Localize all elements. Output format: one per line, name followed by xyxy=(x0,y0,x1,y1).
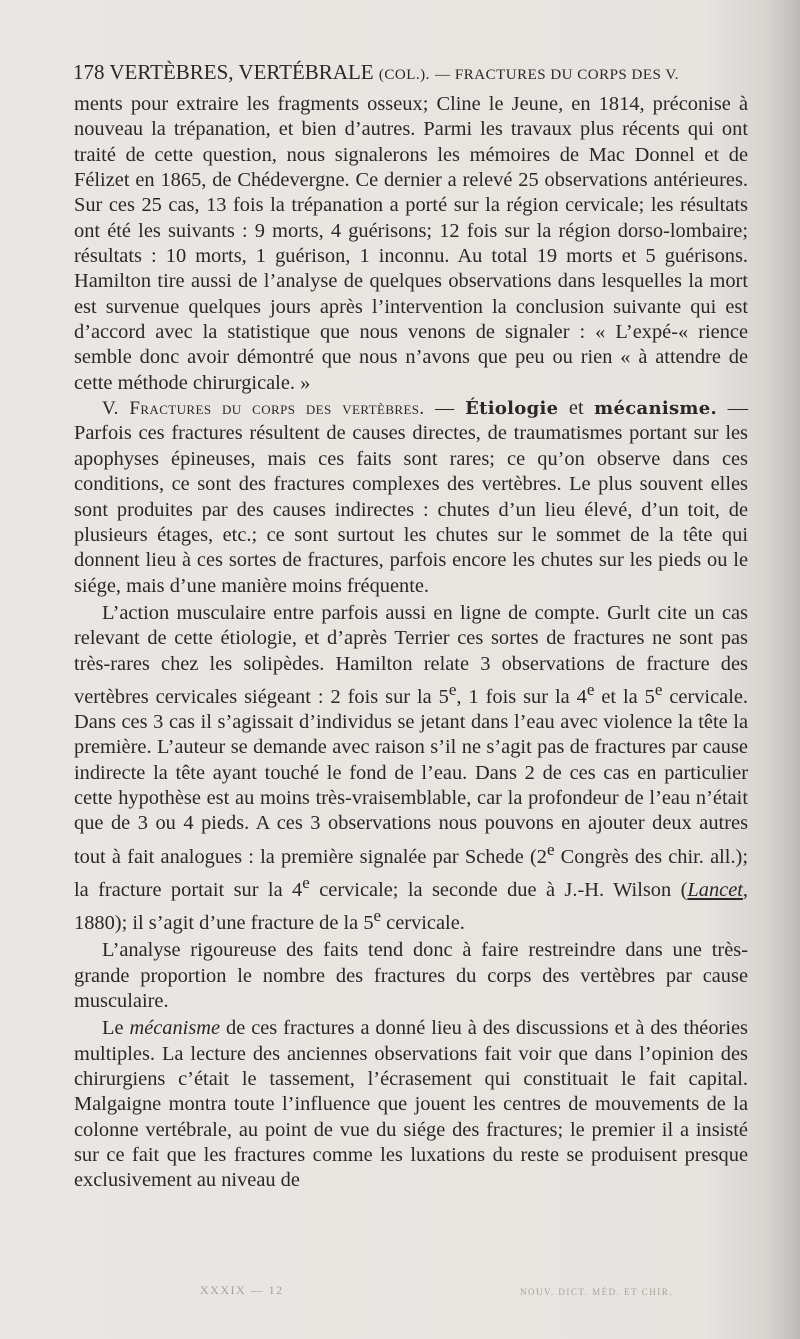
paragraph-mecanisme xyxy=(74,1016,748,1193)
emphasis-mecanisme: mécanisme xyxy=(129,1017,221,1040)
paragraph-action-musculaire xyxy=(74,601,748,936)
text-run: et la 5 xyxy=(594,685,655,708)
paragraph-analyse: L’analyse rigoureuse des faits tend donc à faire restreindre dans une très-grande proportion le nombre des fractures du corps des vertèbres par cause musculaire. xyxy=(74,939,748,1012)
section-text: — Parfois ces fractures résultent de causes directes, de traumatismes portant sur les apophyses épineuses, mais ces faits sont rares; ce qu’on observe dans ces conditions, ce sont des fractures complexes des vertèbres. Le plus souvent elles sont produites par des causes indirectes : chutes d’un lieu élevé, d’un toit, de plusieurs étages, etc.; ce sont surtout les chutes sur le sommet de la tête qui donnent lieu à ces sortes de fractures, parfois encore les chutes sur les pieds ou le siége, mais d’une manière moins fréquente. xyxy=(74,397,748,597)
paragraph-section-v xyxy=(74,396,748,599)
superscript: e xyxy=(302,872,310,892)
superscript: e xyxy=(448,679,457,699)
text-run: cervicale. xyxy=(381,911,465,934)
signature-mark: XXXIX — 12 xyxy=(200,1283,284,1297)
text-run: Le xyxy=(102,1017,124,1040)
publisher-line: NOUV. DICT. MÉD. ET CHIR. xyxy=(520,1287,674,1297)
text-run: , 1880); il s’agit d’une fracture de la 5 xyxy=(74,878,749,934)
superscript: e xyxy=(586,679,595,699)
body-text xyxy=(74,92,748,1194)
text-run: , 1 fois sur la 4 xyxy=(456,685,587,708)
running-header xyxy=(73,58,733,89)
citation-lancet: Lancet xyxy=(687,878,743,901)
text-run: Congrès des chir. all.); la fracture portait sur la 4 xyxy=(74,845,748,901)
superscript: e xyxy=(373,906,382,926)
superscript: e xyxy=(546,839,555,859)
text-run: cervicale; la seconde due à J.-H. Wilson ( xyxy=(309,878,688,901)
text-run: L’action musculaire entre parfois aussi en ligne de compte. Gurlt cite un cas relevant de cette étiologie, et d’après Terrier ces sortes de fractures ne sont pas très-rares chez les solipèdes. Hamilton relate 3 observations de fracture des vertèbres cervicales siégeant : 2 fois sur la 5 xyxy=(74,601,748,708)
page-number: 178 xyxy=(73,60,105,84)
paragraph-trepanation: ments pour extraire les fragments osseux; Cline le Jeune, en 1814, préconise à nouveau la trépanation, et bien d’autres. Parmi les travaux plus récents qui ont traité de cette question, nous signalerons les mémoires de Mac Donnel et de Félizet en 1865, de Chédevergne. Ce dernier a relevé 25 observations antérieures. Sur ces 25 cas, 13 fois la trépanation a porté sur la région cervicale; les résultats ont été les suivants : 9 morts, 4 guérisons; 12 fois sur la région dorso-lombaire; résultats : 10 morts, 1 guérison, 1 inconnu. Au total 19 morts et 5 guérisons. Hamilton tire aussi de l’analyse de quelques observations dans lesquelles la mort est survenue quelques jours après l’intervention la conclusion suivante qui est d’accord avec la statistique que nous venons de signaler : « L’expé-« rience semble donc avoir démontré que nous n’avons que peu ou rien « à attendre de cette méthode chirurgicale. » xyxy=(74,93,748,394)
text-run: de ces fractures a donné lieu à des discussions et à des théories multiples. La lecture des anciennes observations fait voir que dans l’opinion des chirurgiens c’était le tassement, l’écrasement qui constituait le fait capital. Malgaigne montra toute l’influence que jouent les centres de mouvements de la colonne vertébrale, au point de vue du siége des fractures; le premier il a insisté sur ce fait que les fractures comme les luxations du reste se produisent presque exclusivement au niveau de xyxy=(74,1017,748,1192)
running-title: VERTÈBRES, VERTÉBRALE xyxy=(109,60,374,84)
heading-et: et xyxy=(568,397,584,420)
running-title-paren: (COL.). xyxy=(378,67,430,83)
heading-etiologie: Étiologie xyxy=(465,398,559,420)
section-heading: V. Fractures du corps des vertèbres. — xyxy=(102,398,455,420)
running-section: — FRACTURES DU CORPS DES V. xyxy=(435,67,679,83)
heading-mecanisme: mécanisme. xyxy=(594,398,718,420)
superscript: e xyxy=(654,679,663,699)
text-run: cervicale. Dans ces 3 cas il s’agissait d’individus se jetant dans l’eau avec violence la tête la première. L’auteur se demande avec raison s’il ne s’agit pas de fractures par cause indirecte la tête ayant touché le fond de l’eau. Dans 2 de ces cas en particulier cette hypothèse est au moins très-vraisemblable, car la profondeur de l’eau n’était que de 3 ou 4 pieds. A ces 3 observations nous pouvons en ajouter deux autres tout à fait analogues : la première signalée par Schede (2 xyxy=(74,685,749,868)
